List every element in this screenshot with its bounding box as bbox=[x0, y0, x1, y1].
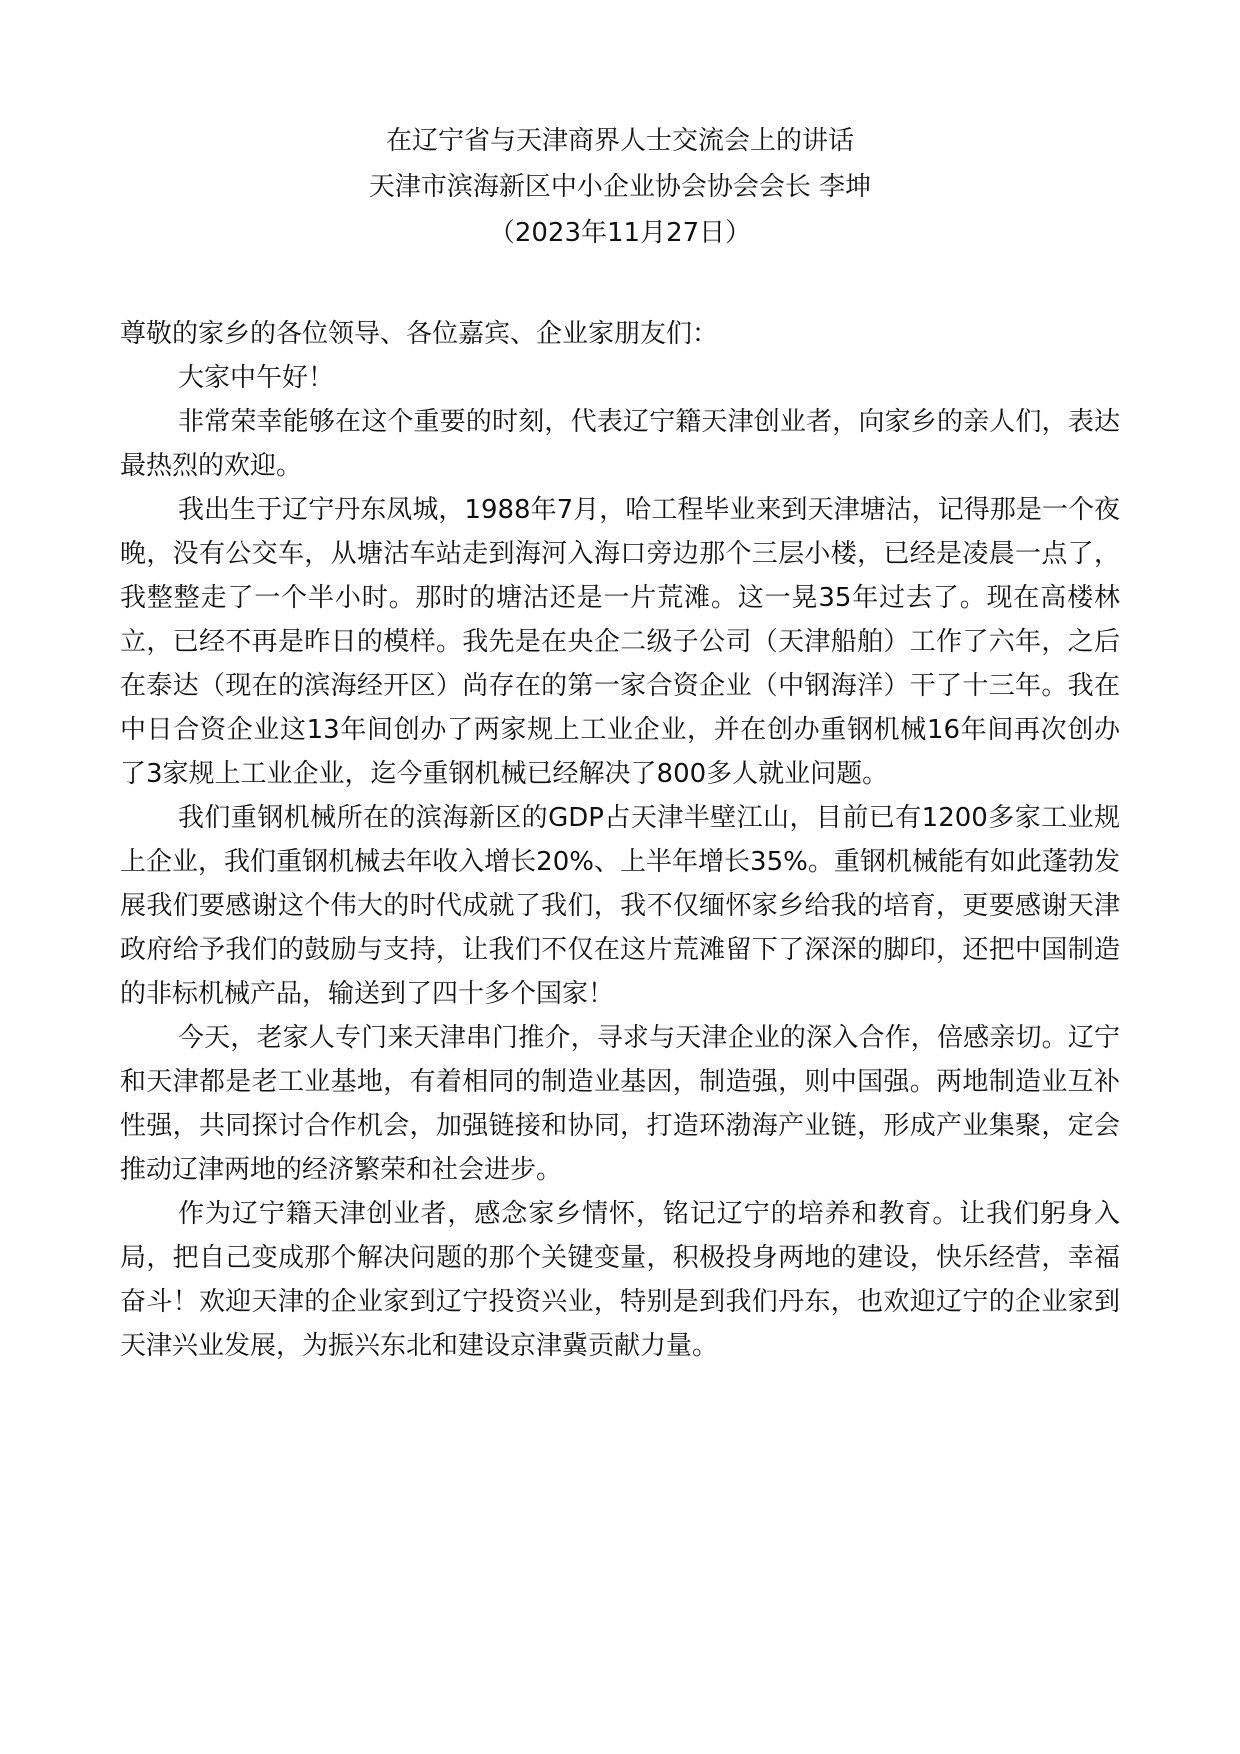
salutation: 尊敬的家乡的各位领导、各位嘉宾、企业家朋友们： bbox=[120, 319, 719, 349]
document-header bbox=[0, 118, 1240, 256]
paragraph-background: 我出生于辽宁丹东凤城，1988年7月，哈工程毕业来到天津塘沽，记得那是一个夜晚，没有公交车，从塘沽车站走到海河入海口旁边那个三层小楼，已经是凌晨一点了，我整整走了一个半小时。那时的塘沽还是一片荒滩。这一晃35年过去了。现在高楼林立，已经不再是昨日的模样。我先是在央企二级子公司（天津船舶）工作了六年，之后在泰达（现在的滨海经开区）尚存在的第一家合资企业（中钢海洋）干了十三年。我在中日合资企业这13年间创办了两家规上工业企业，并在创办重钢机械16年间再次创办了3家规上工业企业，迄今重钢机械已经解决了800多人就业问题。 bbox=[120, 495, 1120, 789]
document-title: 在辽宁省与天津商界人士交流会上的讲话 bbox=[385, 126, 854, 156]
speaker-line: 天津市滨海新区中小企业协会协会会长 李坤 bbox=[368, 172, 872, 202]
paragraph-development: 我们重钢机械所在的滨海新区的GDP占天津半壁江山，目前已有1200多家工业规上企业，我们重钢机械去年收入增长20%、上半年增长35%。重钢机械能有如此蓬勃发展我们要感谢这个伟大的时代成就了我们，我不仅缅怀家乡给我的培育，更要感谢天津政府给予我们的鼓励与支持，让我们不仅在这片荒滩留下了深深的脚印，还把中国制造的非标机械产品，输送到了四十多个国家！ bbox=[120, 803, 1120, 1009]
paragraph-cooperation: 今天，老家人专门来天津串门推介，寻求与天津企业的深入合作，倍感亲切。辽宁和天津都是老工业基地，有着相同的制造业基因，制造强，则中国强。两地制造业互补性强，共同探讨合作机会，加强链接和协同，打造环渤海产业链，形成产业集聚，定会推动辽津两地的经济繁荣和社会进步。 bbox=[120, 1023, 1120, 1185]
date-line: （2023年11月27日） bbox=[488, 218, 752, 248]
speech-body bbox=[120, 312, 1120, 1368]
paragraph-welcome: 非常荣幸能够在这个重要的时刻，代表辽宁籍天津创业者，向家乡的亲人们，表达最热烈的欢迎。 bbox=[120, 407, 1120, 481]
paragraph-closing: 作为辽宁籍天津创业者，感念家乡情怀，铭记辽宁的培养和教育。让我们躬身入局，把自己变成那个解决问题的那个关键变量，积极投身两地的建设，快乐经营，幸福奋斗！欢迎天津的企业家到辽宁投资兴业，特别是到我们丹东，也欢迎辽宁的企业家到天津兴业发展，为振兴东北和建设京津冀贡献力量。 bbox=[120, 1199, 1120, 1361]
paragraph-greeting: 大家中午好！ bbox=[178, 363, 335, 393]
